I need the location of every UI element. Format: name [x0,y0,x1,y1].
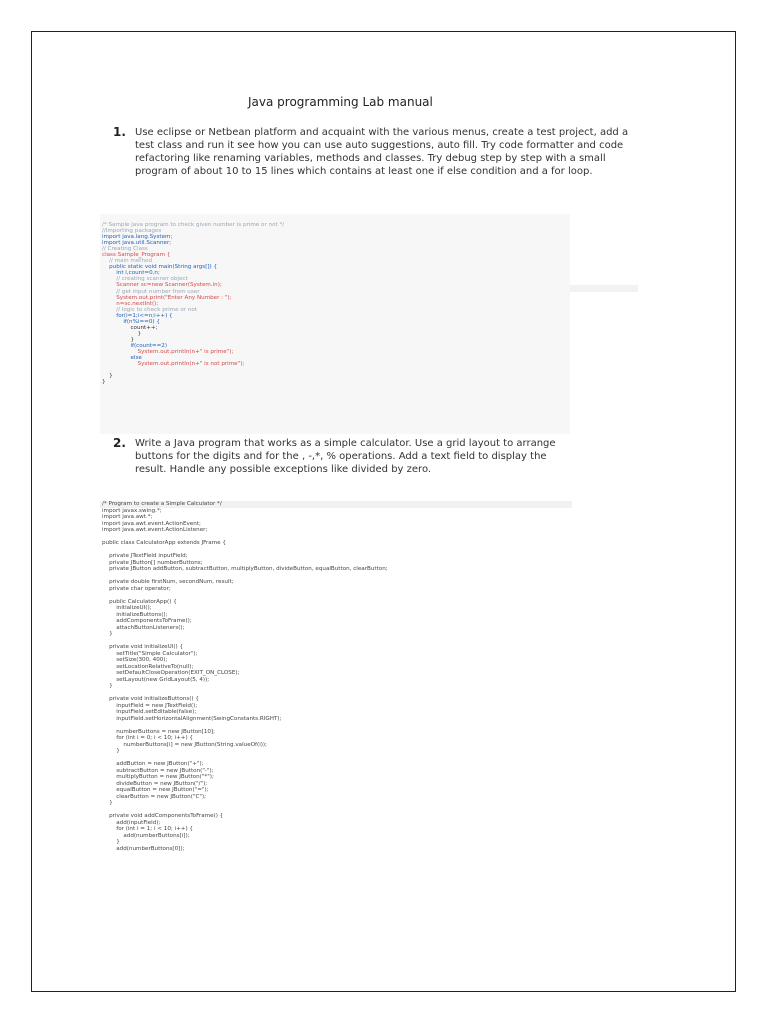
question-1-number: 1. [113,125,126,139]
code-line: /* Sample java program to check given number is prime or not */ [102,222,285,228]
code-line: import java.lang.System; [102,234,173,241]
code-block-strip [570,285,638,292]
code-line: System.out.println(n+" is not prime"); [102,361,245,368]
code-line: } [102,373,113,380]
code-line: // main method [102,258,153,265]
code-line: else [102,355,142,362]
question-2-line: result. Handle any possible exceptions like divided by zero. [135,464,432,475]
document-title: Java programming Lab manual [248,95,433,109]
code-line: } [102,379,106,386]
code-line: } [102,330,142,337]
code-line: //Importing packages [102,228,162,235]
question-1-line: program of about 10 to 15 lines which contains at least one if else condition and a for loop. [135,166,593,177]
code-line: // Creating Class [102,246,148,253]
code-line: System.out.print("Enter Any Number : "); [102,294,232,301]
question-2-number: 2. [113,436,126,450]
code-line: public static void main(String args[]) { [102,264,218,271]
code-line: if(n%i==0) { [102,318,160,325]
prime-program-code-block [100,214,570,434]
question-2-line: buttons for the digits and for the , -,*, % operations. Add a text field to display the [135,451,547,462]
code-line: for(i=1;i<=n;i++) { [102,312,173,319]
code-line: import java.util.Scanner; [102,240,172,247]
code-line: } [102,336,135,343]
question-1-line: Use eclipse or Netbean platform and acquaint with the various menus, create a test project, add a [135,127,629,138]
code-line: // logic to check prime or not [102,306,197,313]
question-2-line: Write a Java program that works as a simple calculator. Use a grid layout to arrange [135,438,556,449]
code-line: // creating scanner object [102,276,188,283]
code-line: int i,count=0,n; [102,270,160,277]
question-1-line: refactoring like renaming variables, methods and classes. Try debug step by step with a small [135,153,606,164]
question-2-text [135,437,556,476]
code-line: class Sample_Program { [102,252,171,259]
code-line: System.out.println(n+" is prime"); [102,348,234,355]
question-1-line: test class and run it see how you can use auto suggestions, auto fill. Try code formatter and code [135,140,624,151]
question-1-text [135,126,628,178]
code-line: if(count==2) [102,342,168,349]
calculator-program-code: /* Program to create a Simple Calculator */ import javax.swing.*; import java.awt.*; import java.awt.event.ActionEvent; import java.awt.event.ActionListener; public class CalculatorApp extends JFrame { private JTextField inputField; private JButton[] numberButtons; private JButton addButton, subtractButton, multiplyButton, divideButton, equalButton, clearButton; private double firstNum, secondNum, result; private char operator; public CalculatorApp() { initializeUI(); initializeButtons(); addComponentsToFrame(); attachButtonListeners(); } private void initializeUI() { setTitle("Simple Calculator"); setSize(300, 400); setLocationRelativeTo(null); setDefaultCloseOperation(EXIT_ON_CLOSE); setLayout(new GridLayout(5, 4)); } private void initializeButtons() { inputField = new JTextField(); inputField.setEditable(false); inputField.setHorizontalAlignment(SwingConstants.RIGHT); numberButtons = new JButton[10]; for (int i = 0; i < 10; i++) { numberButtons[i] = new JButton(String.valueOf(i)); } addButton = new JButton("+"); subtractButton = new JButton("-"); multiplyButton = new JButton("*"); divideButton = new JButton("/"); equalButton = new JButton("="); clearButton = new JButton("C"); } private void addComponentsToFrame() { add(inputField); for (int i = 1; i < 10; i++) { add(numberButtons[i]); } add(numberButtons[0]); [102,501,388,852]
code-line: // get input number from user [102,288,200,295]
code-line: count++; [102,324,158,331]
prime-program-code [102,222,284,385]
code-line: Scanner sc=new Scanner(System.in); [102,282,222,289]
code-line: n=sc.nextInt(); [102,300,159,307]
